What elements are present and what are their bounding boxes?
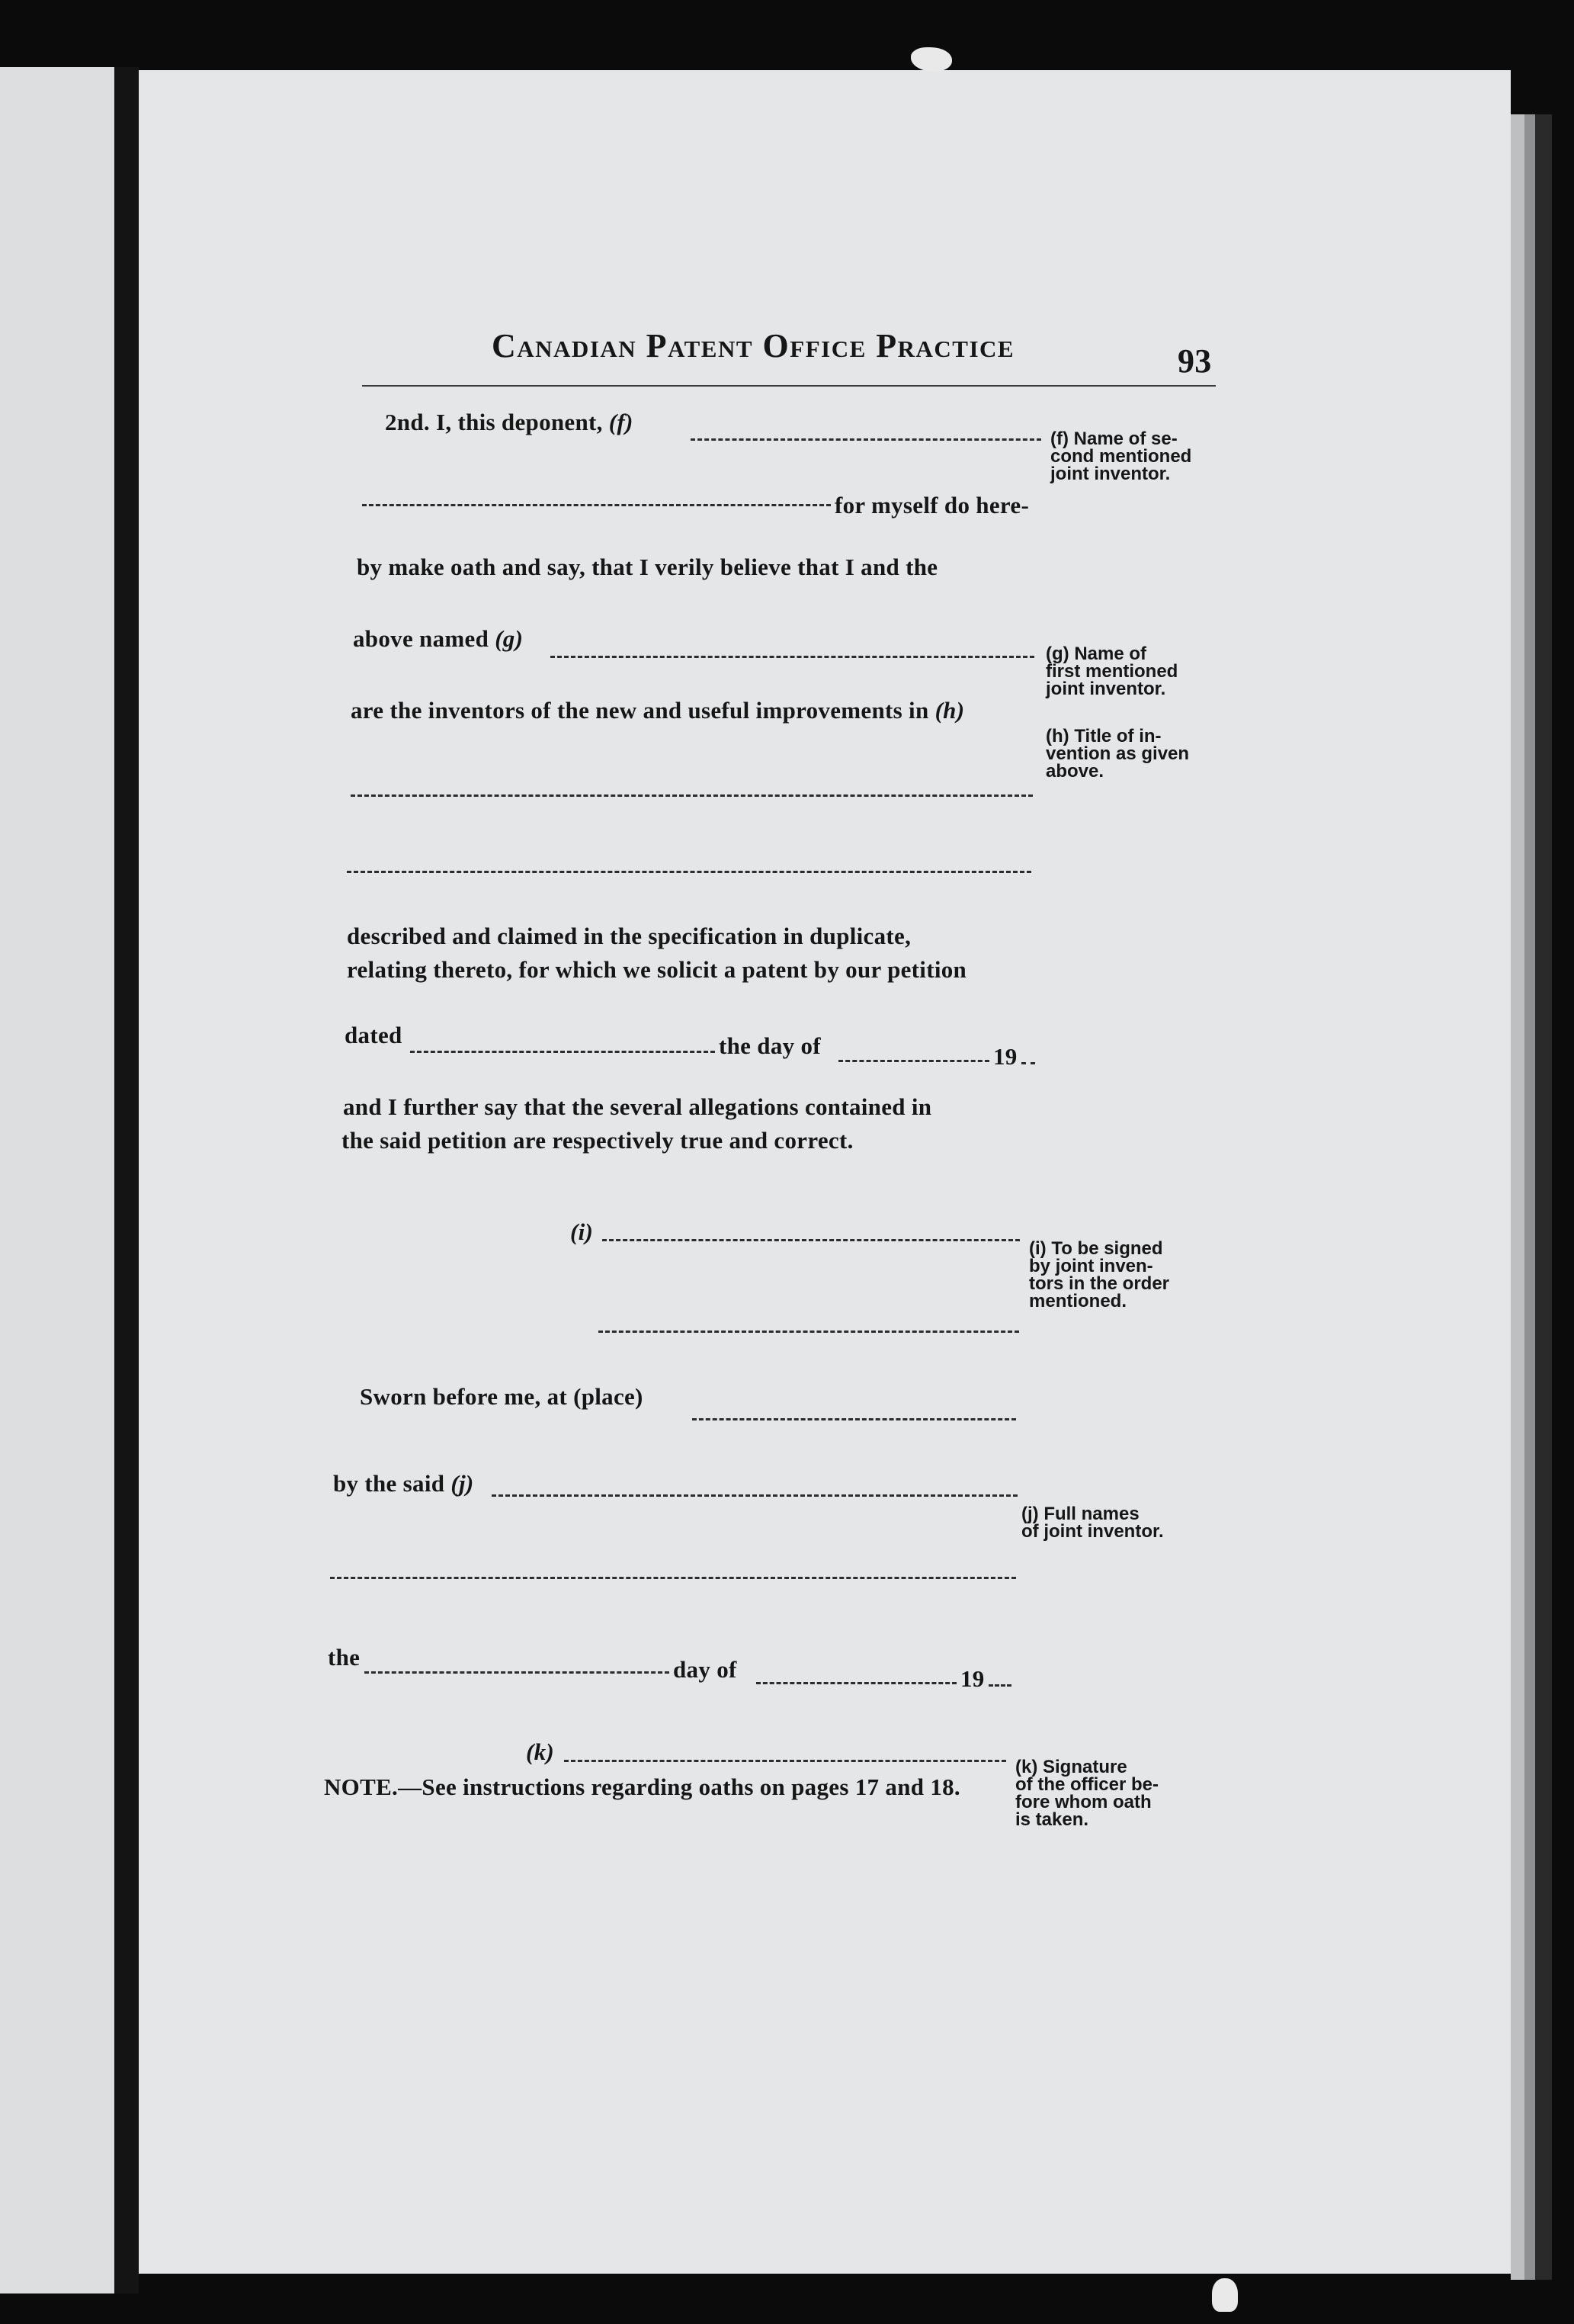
page-edge — [1524, 114, 1535, 2280]
ref-i — [570, 1218, 593, 1246]
year-blank[interactable] — [1021, 1062, 1035, 1064]
signature-i-blank[interactable] — [602, 1239, 1020, 1241]
header-rule — [362, 385, 1216, 387]
above-named-text: above named — [353, 625, 489, 652]
described-text: described and claimed in the specification in duplicate, — [347, 923, 912, 949]
inventors-line — [351, 697, 964, 724]
margin-note-line: cond mentioned — [1050, 446, 1192, 467]
margin-note-line: tors in the order — [1029, 1273, 1170, 1294]
place-blank[interactable] — [692, 1418, 1016, 1420]
margin-note-line: (h) Title of in- — [1046, 726, 1162, 746]
dated-blank[interactable] — [410, 1051, 715, 1053]
margin-note-line: (f) Name of se- — [1050, 429, 1178, 449]
margin-note-line: (k) Signature — [1015, 1757, 1127, 1777]
ref-f: (f) — [608, 409, 633, 435]
margin-note-line: (j) Full names — [1021, 1504, 1140, 1524]
book-spine — [114, 67, 139, 2294]
margin-note-line: first mentioned — [1046, 661, 1178, 682]
margin-note-line: of the officer be- — [1015, 1774, 1159, 1795]
ref-j: (j) — [450, 1470, 474, 1497]
margin-note-line: (i) To be signed — [1029, 1238, 1163, 1259]
for-myself-text: for myself do here- — [835, 492, 1030, 518]
title-h-blank-2[interactable] — [347, 871, 1031, 873]
the-text: the — [328, 1644, 361, 1671]
day-blank[interactable] — [364, 1671, 669, 1674]
dated-text: dated — [345, 1022, 402, 1048]
margin-note-line: of joint inventor. — [1021, 1521, 1164, 1542]
ref-h: (h) — [934, 697, 965, 724]
name-g-blank[interactable] — [550, 656, 1034, 658]
margin-note-line: by joint inven- — [1029, 1256, 1153, 1276]
day-of-blank[interactable] — [838, 1060, 989, 1062]
above-named-line — [353, 625, 523, 653]
ref-i-label: (i) — [570, 1218, 594, 1245]
margin-note-k — [1015, 1758, 1159, 1828]
deponent-line — [385, 409, 633, 436]
oath-text: by make oath and say, that I verily believe that I and the — [357, 554, 938, 580]
margin-note-line: joint inventor. — [1050, 464, 1171, 484]
said-petition-text: the said petition are respectively true and correct. — [341, 1127, 854, 1154]
by-the-said-text: by the said — [333, 1470, 445, 1497]
further-text: and I further say that the several allegations contained in — [343, 1093, 932, 1120]
signature-i-blank-2[interactable] — [598, 1331, 1019, 1333]
page-edge — [1535, 114, 1552, 2280]
margin-note-line: above. — [1046, 761, 1104, 782]
month-blank[interactable] — [756, 1682, 957, 1684]
page-edge — [1511, 114, 1524, 2280]
name-f-blank-2[interactable] — [362, 504, 831, 506]
title-h-blank[interactable] — [351, 794, 1033, 797]
running-head: Canadian Patent Office Practice — [492, 327, 1015, 364]
margin-note-f — [1050, 430, 1191, 483]
margin-note-j — [1021, 1505, 1164, 1540]
year-blank-2[interactable] — [989, 1684, 1011, 1687]
scan-speck — [911, 47, 952, 72]
name-j-blank[interactable] — [492, 1494, 1018, 1497]
year-19b: 19 — [960, 1665, 985, 1692]
signature-k-blank[interactable] — [564, 1760, 1006, 1762]
margin-note-line: fore whom oath — [1015, 1792, 1152, 1812]
inventors-text: are the inventors of the new and useful improvements in — [351, 697, 929, 724]
ref-k — [526, 1738, 554, 1766]
margin-note-line: (g) Name of — [1046, 644, 1146, 664]
margin-note-i — [1029, 1240, 1169, 1310]
margin-note-line: is taken. — [1015, 1809, 1089, 1830]
margin-note-g — [1046, 645, 1178, 698]
ref-k-label: (k) — [526, 1738, 555, 1765]
margin-note-h — [1046, 727, 1189, 780]
margin-note-line: mentioned. — [1029, 1291, 1127, 1311]
deponent-text: 2nd. I, this deponent, — [385, 409, 603, 435]
name-j-blank-2[interactable] — [330, 1577, 1016, 1579]
ref-g: (g) — [495, 625, 524, 652]
name-f-blank[interactable] — [691, 438, 1041, 441]
margin-note-line: vention as given — [1046, 743, 1190, 764]
margin-note-line: joint inventor. — [1046, 679, 1166, 699]
year-19: 19 — [993, 1043, 1018, 1070]
sworn-text: Sworn before me, at (place) — [360, 1383, 643, 1410]
scan-speck — [1212, 2278, 1238, 2312]
by-the-said-line — [333, 1470, 474, 1497]
page-number: 93 — [1178, 342, 1212, 380]
day-of-text: day of — [673, 1656, 737, 1683]
left-page-edge — [0, 67, 114, 2294]
relating-text: relating thereto, for which we solicit a patent by our petition — [347, 956, 967, 983]
the-day-of-text: the day of — [719, 1032, 821, 1059]
page-sheet — [139, 70, 1511, 2274]
note-text: NOTE.—See instructions regarding oaths on pages 17 and 18. — [324, 1773, 960, 1800]
